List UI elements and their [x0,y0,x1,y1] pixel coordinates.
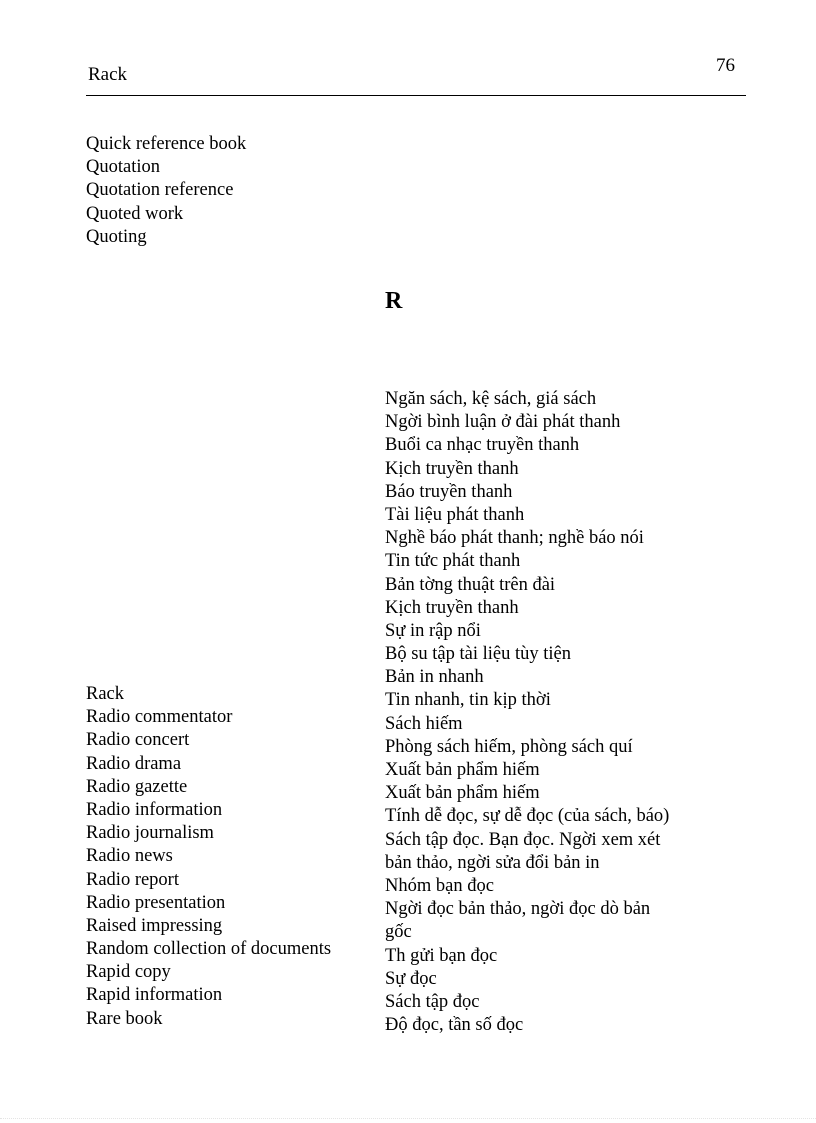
definition-line: gốc [385,922,412,943]
definition-line: Bản in nhanh [385,667,484,688]
term-entry: Radio journalism [86,823,214,844]
r-term-list [86,683,331,1031]
definition-line: Bản tờng thuật trên đài [385,574,556,595]
definition-line: Tài liệu phát thanh [385,504,525,525]
section-letter-heading: R [385,288,403,314]
definition-line: Sách tập đọc [385,991,480,1012]
definition-line: Tin tức phát thanh [385,551,521,572]
term-entry: Rapid information [86,985,223,1006]
term-entry: Rack [86,684,125,704]
term-entry: Radio concert [86,730,190,751]
definition-line: Ngời đọc bản thảo, ngời đọc dò bản [385,899,651,920]
definition-line: bản thảo, ngời sửa đổi bản in [385,852,600,873]
definition-line: Kịch truyền thanh [385,458,519,479]
term-entry: Quoted work [86,203,184,224]
term-entry: Rapid copy [86,962,171,983]
definition-line: Nghề báo phát thanh; nghề báo nói [385,528,644,549]
term-entry: Radio gazette [86,776,188,797]
definition-line: Nhóm bạn đọc [385,875,494,896]
definition-line: Sự in rập nổi [385,620,481,641]
definition-line: Xuất bản phẩm hiếm [385,760,540,780]
q-term-list [86,133,246,249]
term-entry: Radio drama [86,753,182,774]
page-number: 76 [716,55,735,76]
definition-line: Xuất bản phẩm hiếm [385,783,540,804]
term-entry: Quoting [86,226,147,247]
term-entry: Radio news [86,846,173,867]
header-rule [86,95,746,96]
definition-line: Th gửi bạn đọc [385,945,498,966]
definition-list [385,388,669,1037]
term-entry: Radio presentation [86,892,226,913]
term-entry: Random collection of documents [86,939,332,960]
definition-line: Tin nhanh, tin kịp thời [385,690,551,711]
definition-line: Báo truyền thanh [385,481,513,502]
term-entry: Raised impressing [86,915,223,936]
definition-line: Sách tập đọc. Bạn đọc. Ngời xem xét [385,829,661,850]
term-entry: Radio information [86,799,223,820]
definition-line: Ngời bình luận ở đài phát thanh [385,412,621,433]
running-header: Rack [88,64,128,85]
term-entry: Quotation reference [86,180,234,201]
definition-line: Ngăn sách, kệ sách, giá sách [385,389,597,409]
definition-line: Kịch truyền thanh [385,597,519,618]
definition-line: Tính dễ đọc, sự dễ đọc (của sách, báo) [385,806,670,827]
definition-line: Sự đọc [385,968,437,989]
definition-line: Độ đọc, tần số đọc [385,1015,524,1036]
definition-line: Bộ su tập tài liệu tùy tiện [385,644,572,665]
definition-line: Phòng sách hiếm, phòng sách quí [385,736,633,757]
term-entry: Quick reference book [86,134,247,154]
definition-line: Buổi ca nhạc truyền thanh [385,435,580,456]
term-entry: Quotation [86,157,160,178]
term-entry: Radio commentator [86,707,233,728]
term-entry: Radio report [86,869,179,890]
term-entry: Rare book [86,1008,163,1029]
page-bottom-edge [0,1118,816,1119]
definition-line: Sách hiếm [385,713,463,734]
